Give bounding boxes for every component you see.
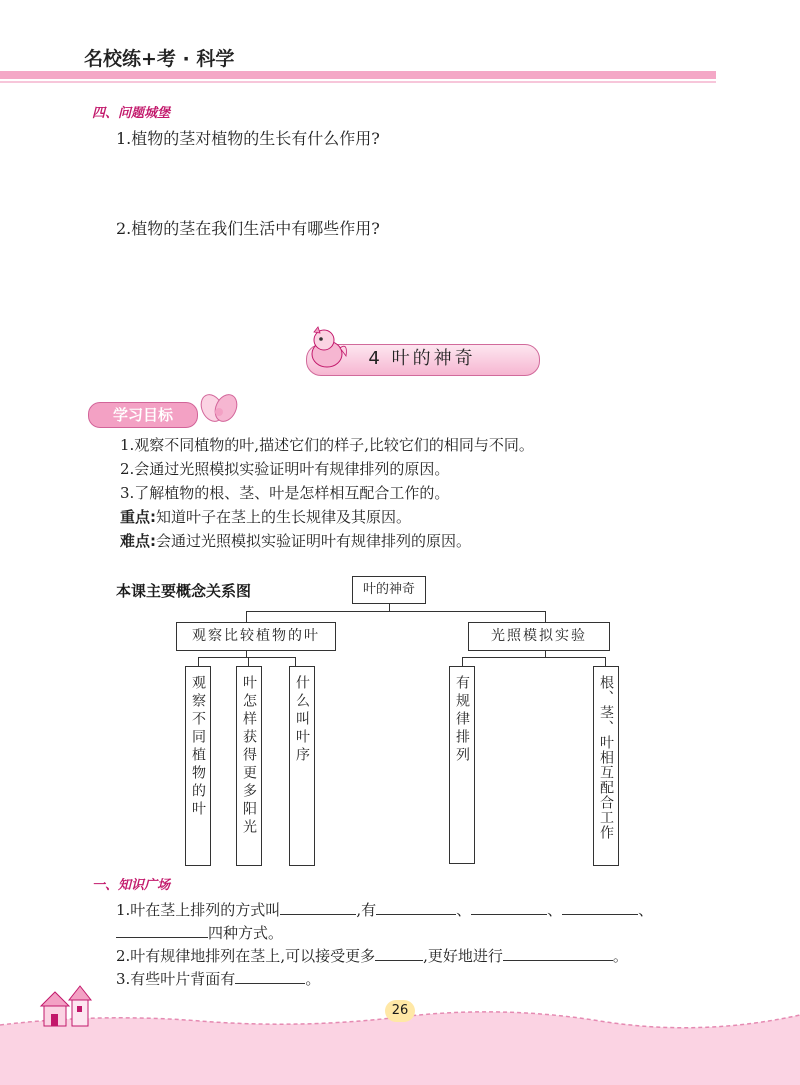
question-2: 2.植物的茎在我们生活中有哪些作用? <box>116 219 380 238</box>
concept-root: 叶的神奇 <box>352 576 426 604</box>
header-pink-bar <box>0 71 716 79</box>
connector-right-branch-horizontal <box>462 657 606 658</box>
answer-blank[interactable] <box>235 969 305 984</box>
answer-blank[interactable] <box>116 923 208 938</box>
flower-icon <box>196 390 242 430</box>
fill-question-3-text-a: 3.有些叶片背面有 <box>116 970 236 988</box>
header-thin-line <box>0 81 716 83</box>
running-header-title: 名校练+考 · 科学 <box>84 48 235 70</box>
fill-question-2-text-a: 2.叶有规律地排列在茎上,可以接受更多 <box>116 947 376 965</box>
key-point <box>120 506 411 527</box>
fill-question-2-text-b: ,更好地进行 <box>423 947 503 965</box>
concept-leaf-phyllotaxy-text: 什么叫叶序 <box>294 675 310 765</box>
fill-question-1-text-a: 1.叶在茎上排列的方式叫 <box>116 901 281 919</box>
section-heading-knowledge-square: 一、知识广场 <box>92 878 171 893</box>
fill-question-2-text-c: 。 <box>612 947 628 965</box>
concept-leaf-observe-text: 观察不同植物的叶 <box>190 675 206 819</box>
concept-leaf-sunlight <box>236 666 262 866</box>
concept-leaf-sunlight-text: 叶怎样获得更多阳光 <box>241 675 257 837</box>
fill-question-1-sep-3: 、 <box>638 901 654 919</box>
objective-2: 2.会通过光照模拟实验证明叶有规律排列的原因。 <box>120 460 450 478</box>
castle-house-icon <box>38 982 108 1032</box>
fill-question-1-text-b: ,有 <box>356 901 377 919</box>
lesson-title: 4 叶的神奇 <box>368 348 476 369</box>
page-number: 26 <box>385 1000 415 1022</box>
section-heading-question-castle: 四、问题城堡 <box>92 106 171 121</box>
answer-blank[interactable] <box>503 946 613 961</box>
question-1: 1.植物的茎对植物的生长有什么作用? <box>116 129 380 148</box>
difficult-point-label: 难点: <box>120 532 156 550</box>
fill-question-1-sep-1: 、 <box>456 901 472 919</box>
study-goals-badge: 学习目标 <box>88 402 198 428</box>
fill-question-1 <box>116 899 653 920</box>
answer-blank[interactable] <box>280 900 356 915</box>
concept-leaf-regular <box>449 666 475 864</box>
difficult-point <box>120 530 471 551</box>
concept-right-node: 光照模拟实验 <box>468 622 610 651</box>
concept-leaf-cooperate <box>593 666 619 866</box>
key-point-text: 知道叶子在茎上的生长规律及其原因。 <box>156 508 412 526</box>
answer-blank[interactable] <box>471 900 547 915</box>
objective-3: 3.了解植物的根、茎、叶是怎样相互配合工作的。 <box>120 484 450 502</box>
concept-map-title: 本课主要概念关系图 <box>116 582 252 600</box>
key-point-label: 重点: <box>120 508 156 526</box>
objective-1: 1.观察不同植物的叶,描述它们的样子,比较它们的相同与不同。 <box>120 436 534 454</box>
fill-question-2 <box>116 945 628 966</box>
concept-leaf-observe <box>185 666 211 866</box>
difficult-point-text: 会通过光照模拟实验证明叶有规律排列的原因。 <box>156 532 472 550</box>
connector-top-horizontal <box>246 611 546 612</box>
fill-question-1-cont <box>116 922 283 943</box>
concept-leaf-regular-text: 有规律排列 <box>454 675 470 765</box>
fill-question-1-text-f: 四种方式。 <box>208 924 284 942</box>
concept-left-node: 观察比较植物的叶 <box>176 622 336 651</box>
concept-leaf-phyllotaxy <box>289 666 315 866</box>
fill-question-3-text-b: 。 <box>305 970 321 988</box>
fill-question-3 <box>116 968 320 989</box>
fill-question-1-sep-2: 、 <box>547 901 563 919</box>
answer-blank[interactable] <box>562 900 638 915</box>
connector-left-branch-horizontal <box>198 657 296 658</box>
answer-blank[interactable] <box>375 946 423 961</box>
concept-leaf-cooperate-text: 根、茎、叶相互配合工作 <box>598 675 614 840</box>
answer-blank[interactable] <box>376 900 456 915</box>
